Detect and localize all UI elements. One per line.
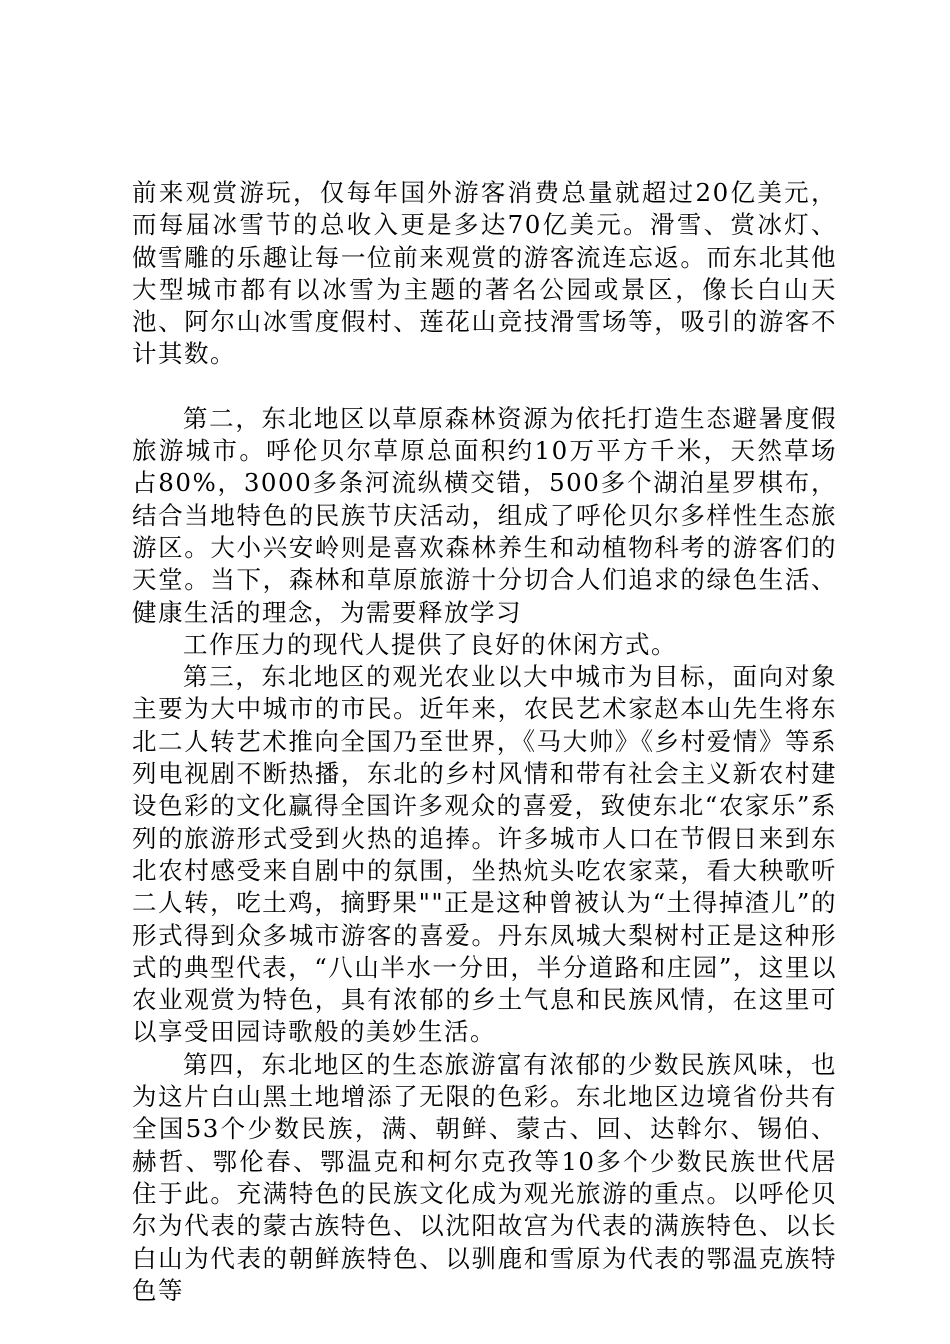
- paragraph-second-grassland-forest: 第二，东北地区以草原森林资源为依托打造生态避暑度假旅游城市。呼伦贝尔草原总面积约10万平方千米，天然草场占80%，3000多条河流纵横交错，500多个湖泊星罗棋布，结合当地特色的民族节庆活动，组成了呼伦贝尔多样性生态旅游区。大小兴安岭则是喜欢森林养生和动植物科考的游客们的天堂。当下，森林和草原旅游十分切合人们追求的绿色生活、健康生活的理念，为需要释放学习: [132, 403, 837, 627]
- document-body: [132, 177, 837, 1307]
- paragraph-ice-snow-continuation: 前来观赏游玩，仅每年国外游客消费总量就超过20亿美元，而每届冰雪节的总收入更是多达70亿美元。滑雪、赏冰灯、做雪雕的乐趣让每一位前来观赏的游客流连忘返。而东北其他大型城市都有以冰雪为主题的著名公园或景区，像长白山天池、阿尔山冰雪度假村、莲花山竞技滑雪场等，吸引的游客不计其数。: [132, 178, 837, 369]
- paragraph-fourth-ethnic-tourism: 第四，东北地区的生态旅游富有浓郁的少数民族风味，也为这片白山黑土地增添了无限的色彩。东北地区边境省份共有全国53个少数民族，满、朝鲜、蒙古、回、达斡尔、锡伯、赫哲、鄂伦春、鄂温克和柯尔克孜等10多个少数民族世代居住于此。充满特色的民族文化成为观光旅游的重点。以呼伦贝尔为代表的蒙古族特色、以沈阳故宫为代表的满族特色、以长白山为代表的朝鲜族特色、以驯鹿和雪原为代表的鄂温克族特色等: [132, 1049, 837, 1305]
- paragraph-third-agritourism: 第三，东北地区的观光农业以大中城市为目标，面向对象主要为大中城市的市民。近年来，农民艺术家赵本山先生将东北二人转艺术推向全国乃至世界，《马大帅》《乡村爱情》等系列电视剧不断热播，东北的乡村风情和带有社会主义新农村建设色彩的文化赢得全国许多观众的喜爱，致使东北“农家乐”系列的旅游形式受到火热的追捧。许多城市人口在节假日来到东北农村感受来自剧中的氛围，坐热炕头吃农家菜，看大秧歌听二人转，吃土鸡，摘野果""正是这种曾被认为“土得掉渣儿”的形式得到众多城市游客的喜爱。丹东凤城大梨树村正是这种形式的典型代表，“八山半水一分田，半分道路和庄园”，这里以农业观赏为特色，具有浓郁的乡土气息和民族风情，在这里可以享受田园诗歌般的美妙生活。: [132, 662, 837, 1047]
- paragraph-second-continuation: 工作压力的现代人提供了良好的休闲方式。: [183, 629, 677, 659]
